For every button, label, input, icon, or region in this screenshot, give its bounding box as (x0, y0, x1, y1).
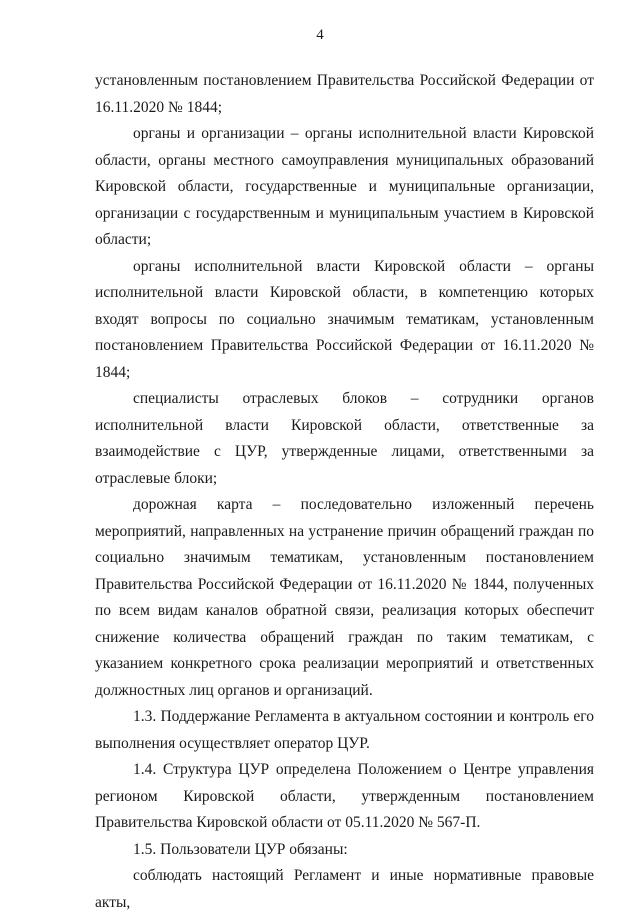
document-body (95, 68, 594, 916)
paragraph: органы и организации – органы исполнительной власти Кировской области, органы местного самоуправления муниципальных образований Кировской области, государственные и муниципальные организации, организации с государственным и муниципальным участием в Кировской области; (95, 125, 594, 248)
paragraph: дорожная карта – последовательно изложенный перечень мероприятий, направленных на устранение причин обращений граждан по социально значимым тематикам, установленным постановлением Правительства Российской Федерации от 16.11.2020 № 1844, полученных по всем видам каналов обратной связи, реализация которых обеспечит снижение количества обращений граждан по таким тематикам, с указанием конкретного срока реализации мероприятий и ответственных должностных лиц органов и организаций. (95, 496, 594, 699)
paragraph: специалисты отраслевых блоков – сотрудники органов исполнительной власти Кировской области, ответственные за взаимодействие с ЦУР, утвержденные лицами, ответственными за отраслевые блоки; (95, 390, 594, 487)
paragraph: 1.4. Структура ЦУР определена Положением о Центре управления регионом Кировской области, утвержденным постановлением Правительства Кировской области от 05.11.2020 № 567-П. (95, 761, 594, 831)
paragraph: установленным постановлением Правительства Российской Федерации от 16.11.2020 № 1844; (95, 72, 594, 116)
page-number: 4 (316, 27, 324, 43)
paragraph: органы исполнительной власти Кировской области – органы исполнительной власти Кировской области, в компетенцию которых входят вопросы по социально значимым тематикам, установленным постановлением Правительства Российской Федерации от 16.11.2020 № 1844; (95, 257, 594, 381)
paragraph: 1.3. Поддержание Регламента в актуальном состоянии и контроль его выполнения осуществляет оператор ЦУР. (95, 708, 594, 752)
paragraph: 1.5. Пользователи ЦУР обязаны: (133, 840, 348, 858)
paragraph: соблюдать настоящий Регламент и иные нормативные правовые акты, (95, 867, 594, 911)
